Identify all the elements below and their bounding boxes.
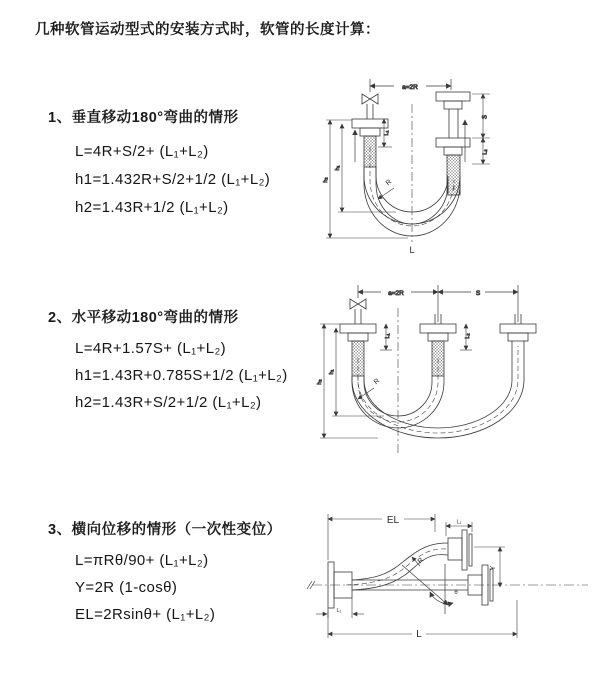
dim-a2r-s bbox=[358, 285, 518, 322]
diagram-horizontal-180-bend bbox=[308, 278, 600, 463]
dim-l1-l2 bbox=[380, 324, 472, 350]
section-3-heading: 3、横向位移的情形（一次性变位） bbox=[48, 522, 282, 538]
dim-label-s: S bbox=[482, 114, 489, 120]
dim-label-r: R bbox=[384, 178, 394, 188]
dim-label-h1: h₁ bbox=[335, 165, 341, 171]
dim-el bbox=[328, 512, 435, 560]
dim-label-a2r: a=2R bbox=[402, 84, 418, 91]
formula-line: L=4R+1.57S+ (L₁+L₂) bbox=[75, 340, 227, 357]
dim-label-s: S bbox=[475, 290, 481, 297]
formula-line: h2=1.43R+1/2 (L₁+L₂) bbox=[75, 199, 229, 216]
left-fitting bbox=[340, 309, 376, 376]
section-2-heading: 2、水平移动180°弯曲的情形 bbox=[48, 310, 239, 326]
dim-label-r: R bbox=[372, 377, 382, 387]
page-title: 几种软管运动型式的安装方式时，软管的长度计算： bbox=[35, 22, 380, 38]
formula-line: h2=1.43R+S/2+1/2 (L₁+L₂) bbox=[75, 394, 262, 411]
dim-label-r: R bbox=[416, 556, 426, 566]
dim-label-theta: θ bbox=[454, 590, 458, 596]
dim-label-h1: h₁ bbox=[329, 369, 335, 375]
hose-s-curve bbox=[346, 530, 472, 590]
formula-line: L=4R+S/2+ (L₁+L₂) bbox=[75, 143, 209, 160]
section-lateral-displacement bbox=[48, 518, 282, 628]
dim-label-l1-bottom: L₁ bbox=[336, 608, 342, 614]
dim-label-a2r: a=2R bbox=[388, 290, 404, 297]
diagram-vertical-180-bend bbox=[308, 72, 600, 262]
dim-label-h2: h₂ bbox=[323, 177, 329, 183]
formula-line: Y=2R (1-cosθ) bbox=[75, 579, 178, 596]
hose-s-assembly bbox=[307, 512, 588, 639]
diagram-lateral-displacement bbox=[300, 502, 600, 652]
section-2-formulas bbox=[75, 335, 288, 416]
formula-line: EL=2Rsinθ+ (L₁+L₂) bbox=[75, 606, 216, 623]
hose-u-assembly bbox=[323, 79, 490, 254]
hose-u-assembly bbox=[317, 285, 536, 454]
formula-line: h1=1.43R+0.785S+1/2 (L₁+L₂) bbox=[75, 367, 288, 384]
dim-label-l: L bbox=[409, 245, 415, 255]
dim-label-l1-top: L₁ bbox=[456, 519, 462, 526]
dim-label-l2: L₂ bbox=[465, 333, 471, 339]
dim-label-l: L bbox=[416, 629, 422, 640]
section-horizontal-movement bbox=[48, 306, 288, 416]
valve-icon bbox=[350, 299, 366, 309]
valve-icon bbox=[362, 94, 378, 104]
section-vertical-movement bbox=[48, 106, 270, 222]
dim-label-l1: L₁ bbox=[384, 130, 390, 136]
dim-label-y: Y bbox=[490, 565, 497, 571]
section-3-formulas bbox=[75, 547, 282, 628]
section-1-formulas bbox=[75, 138, 270, 222]
angle-construction bbox=[402, 557, 453, 614]
formula-line: h1=1.432R+S/2+1/2 (L₁+L₂) bbox=[75, 171, 271, 188]
dim-label-l1: L₁ bbox=[385, 333, 391, 339]
section-1-heading: 1、垂直移动180°弯曲的情形 bbox=[48, 110, 239, 126]
dim-label-l2: L₂ bbox=[482, 149, 489, 155]
dim-l bbox=[328, 600, 517, 639]
dim-label-el: EL bbox=[386, 515, 400, 526]
formula-line: L=πRθ/90+ (L₁+L₂) bbox=[75, 552, 209, 569]
dim-label-h2: h₂ bbox=[317, 379, 323, 385]
